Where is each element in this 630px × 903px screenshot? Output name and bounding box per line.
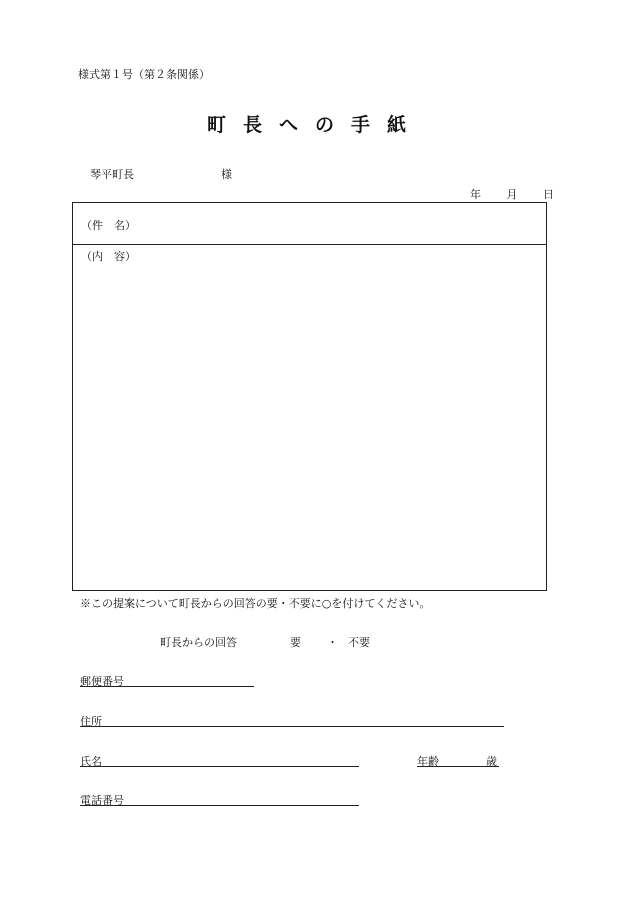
honorific: 様	[221, 168, 232, 181]
address-label: 住所	[80, 715, 102, 728]
age-label: 年齢	[417, 755, 439, 768]
postal-code-line[interactable]	[80, 686, 254, 687]
age-line[interactable]	[417, 766, 499, 767]
subject-row[interactable]	[73, 203, 546, 245]
address-line[interactable]	[80, 726, 504, 727]
reply-label: 町長からの回答	[160, 636, 237, 649]
reply-no-need-option[interactable]: 不要	[348, 636, 370, 649]
postal-code-label: 郵便番号	[80, 675, 124, 688]
name-label: 氏名	[80, 755, 102, 768]
addressee: 琴平町長	[90, 168, 134, 181]
age-unit: 歳	[486, 755, 497, 768]
form-number: 様式第１号（第２条関係）	[78, 68, 210, 81]
content-area[interactable]	[73, 245, 546, 590]
phone-line[interactable]	[80, 805, 359, 806]
reply-separator: ・	[327, 636, 338, 649]
reply-need-option[interactable]: 要	[290, 636, 301, 649]
letter-box	[72, 202, 547, 591]
date-line: 年 月 日	[470, 188, 554, 201]
reply-note: ※この提案について町長からの回答の要・不要に○を付けてください。	[80, 597, 431, 610]
name-line[interactable]	[80, 766, 359, 767]
page-title: 町長への手紙	[206, 114, 423, 136]
phone-label: 電話番号	[80, 794, 124, 807]
subject-label: （件 名）	[81, 219, 136, 232]
content-label: （内 容）	[81, 250, 136, 263]
